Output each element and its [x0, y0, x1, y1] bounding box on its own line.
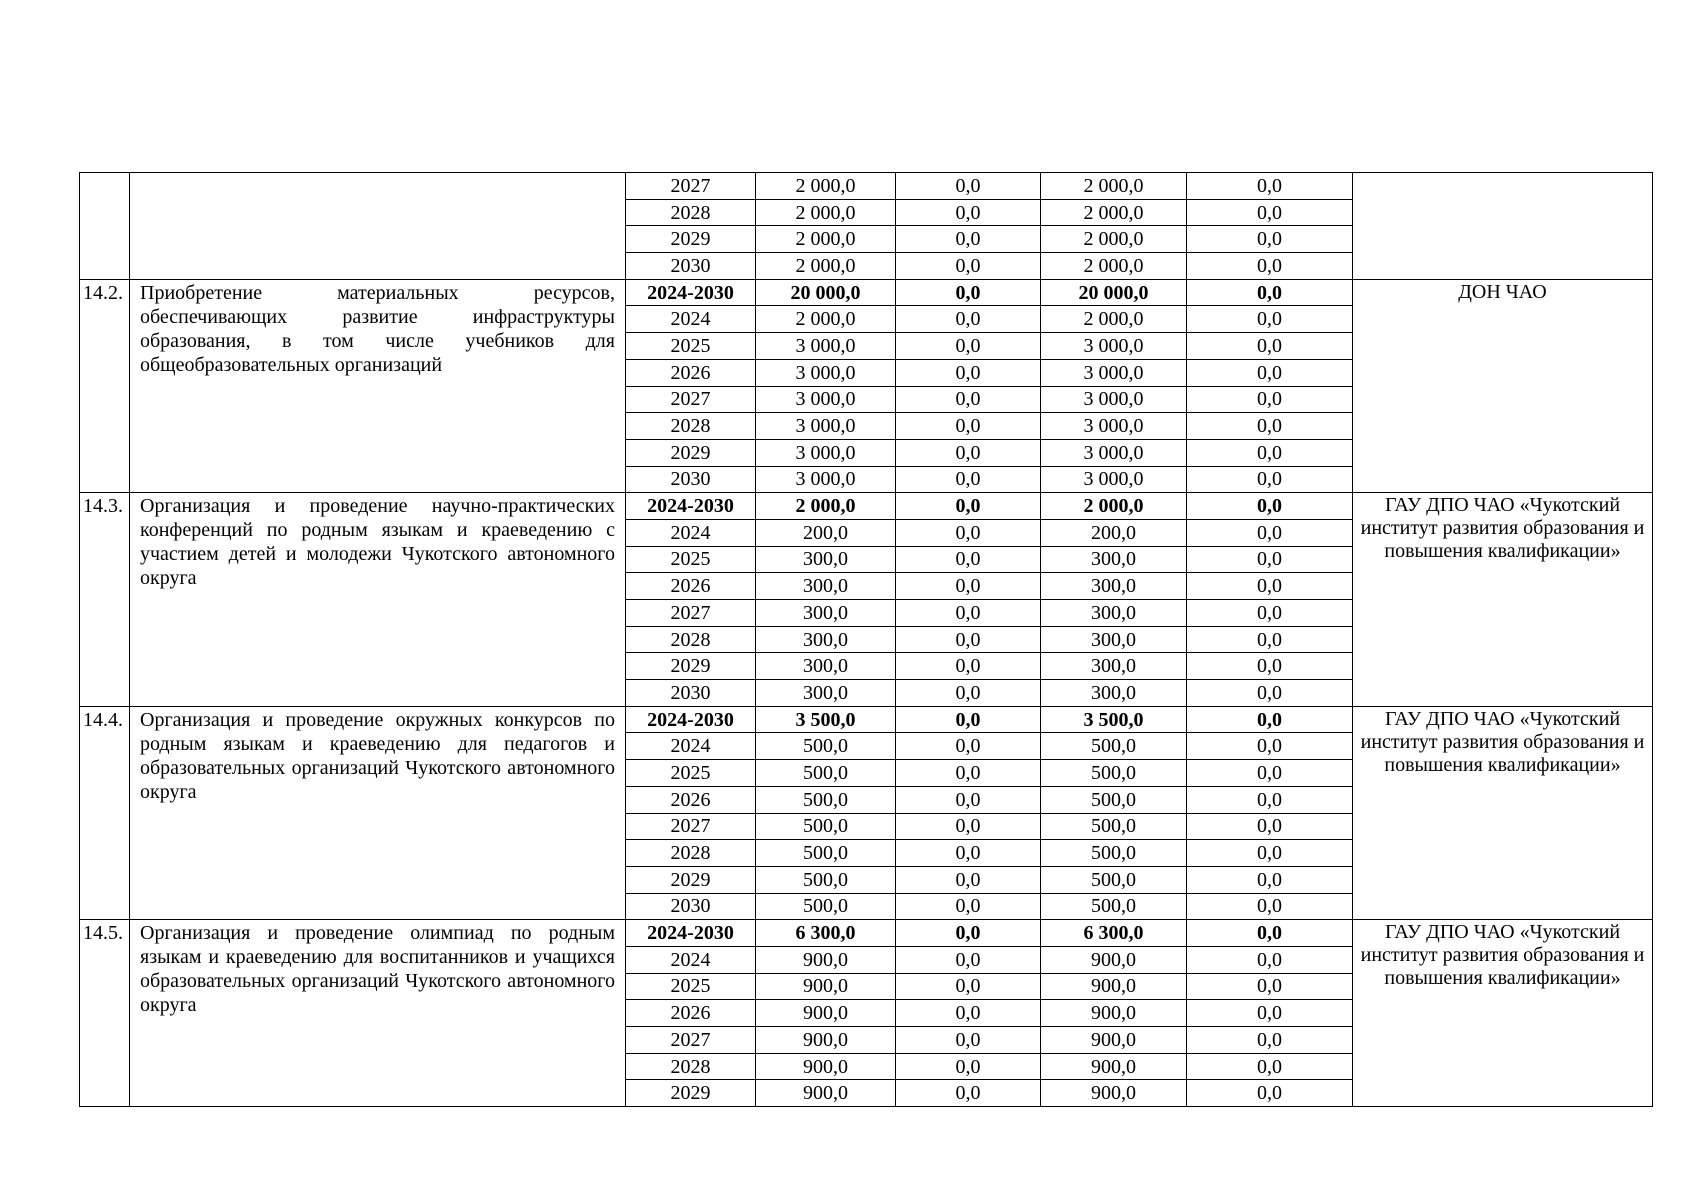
other-cell: 0,0: [1187, 626, 1353, 653]
item-description-cell: [130, 173, 626, 280]
other-cell: 0,0: [1187, 866, 1353, 893]
other-cell: 0,0: [1187, 333, 1353, 360]
federal-cell: 0,0: [896, 226, 1041, 253]
federal-cell: 0,0: [896, 1080, 1041, 1107]
responsible-cell: ГАУ ДПО ЧАО «Чукотский институт развития образования и повышения квалификации»: [1353, 920, 1653, 1107]
year-cell: 2027: [626, 386, 756, 413]
other-cell: 0,0: [1187, 199, 1353, 226]
year-cell: 2026: [626, 786, 756, 813]
year-cell: 2029: [626, 226, 756, 253]
regional-cell: 3 000,0: [1041, 386, 1187, 413]
other-cell: 0,0: [1187, 306, 1353, 333]
total-cell: 200,0: [756, 519, 896, 546]
year-cell: 2029: [626, 653, 756, 680]
regional-cell: 3 500,0: [1041, 706, 1187, 733]
regional-cell: 500,0: [1041, 893, 1187, 920]
other-cell: 0,0: [1187, 760, 1353, 787]
regional-cell: 3 000,0: [1041, 413, 1187, 440]
total-cell: 500,0: [756, 866, 896, 893]
other-cell: 0,0: [1187, 920, 1353, 947]
other-cell: 0,0: [1187, 680, 1353, 707]
year-cell: 2030: [626, 680, 756, 707]
total-cell: 500,0: [756, 733, 896, 760]
regional-cell: 20 000,0: [1041, 279, 1187, 306]
federal-cell: 0,0: [896, 1027, 1041, 1054]
item-description-cell: Приобретение материальных ресурсов, обеспечивающих развитие инфраструктуры образования, в том числе учебников для общеобразовательных организаций: [130, 279, 626, 493]
regional-cell: 3 000,0: [1041, 439, 1187, 466]
federal-cell: 0,0: [896, 1000, 1041, 1027]
year-cell: 2024: [626, 306, 756, 333]
total-cell: 300,0: [756, 546, 896, 573]
total-cell: 300,0: [756, 600, 896, 627]
other-cell: 0,0: [1187, 413, 1353, 440]
total-cell: 500,0: [756, 840, 896, 867]
year-cell: 2028: [626, 626, 756, 653]
year-cell: 2028: [626, 199, 756, 226]
federal-cell: 0,0: [896, 626, 1041, 653]
regional-cell: 2 000,0: [1041, 306, 1187, 333]
total-cell: 300,0: [756, 626, 896, 653]
other-cell: 0,0: [1187, 946, 1353, 973]
federal-cell: 0,0: [896, 253, 1041, 280]
regional-cell: 2 000,0: [1041, 173, 1187, 200]
federal-cell: 0,0: [896, 920, 1041, 947]
year-cell: 2030: [626, 466, 756, 493]
other-cell: 0,0: [1187, 733, 1353, 760]
regional-cell: 900,0: [1041, 973, 1187, 1000]
other-cell: 0,0: [1187, 439, 1353, 466]
regional-cell: 500,0: [1041, 733, 1187, 760]
responsible-cell: ДОН ЧАО: [1353, 279, 1653, 493]
total-cell: 3 000,0: [756, 359, 896, 386]
regional-cell: 300,0: [1041, 653, 1187, 680]
regional-cell: 200,0: [1041, 519, 1187, 546]
year-cell: 2027: [626, 600, 756, 627]
federal-cell: 0,0: [896, 893, 1041, 920]
regional-cell: 500,0: [1041, 840, 1187, 867]
federal-cell: 0,0: [896, 466, 1041, 493]
year-cell: 2028: [626, 840, 756, 867]
item-number-cell: 14.4.: [80, 706, 130, 920]
regional-cell: 500,0: [1041, 760, 1187, 787]
year-cell: 2025: [626, 973, 756, 1000]
other-cell: 0,0: [1187, 840, 1353, 867]
total-cell: 6 300,0: [756, 920, 896, 947]
year-cell: 2025: [626, 546, 756, 573]
total-cell: 3 000,0: [756, 413, 896, 440]
responsible-cell: [1353, 173, 1653, 280]
federal-cell: 0,0: [896, 813, 1041, 840]
year-cell: 2024-2030: [626, 706, 756, 733]
federal-cell: 0,0: [896, 493, 1041, 520]
federal-cell: 0,0: [896, 386, 1041, 413]
other-cell: 0,0: [1187, 253, 1353, 280]
regional-cell: 2 000,0: [1041, 226, 1187, 253]
year-cell: 2024-2030: [626, 493, 756, 520]
total-cell: 3 000,0: [756, 439, 896, 466]
federal-cell: 0,0: [896, 333, 1041, 360]
total-cell: 2 000,0: [756, 199, 896, 226]
federal-cell: 0,0: [896, 653, 1041, 680]
total-cell: 900,0: [756, 973, 896, 1000]
federal-cell: 0,0: [896, 786, 1041, 813]
federal-cell: 0,0: [896, 733, 1041, 760]
regional-cell: 2 000,0: [1041, 493, 1187, 520]
other-cell: 0,0: [1187, 466, 1353, 493]
regional-cell: 500,0: [1041, 786, 1187, 813]
total-cell: 3 000,0: [756, 333, 896, 360]
responsible-cell: ГАУ ДПО ЧАО «Чукотский институт развития образования и повышения квалификации»: [1353, 493, 1653, 707]
year-cell: 2030: [626, 893, 756, 920]
federal-cell: 0,0: [896, 199, 1041, 226]
year-cell: 2027: [626, 173, 756, 200]
year-cell: 2030: [626, 253, 756, 280]
other-cell: 0,0: [1187, 893, 1353, 920]
other-cell: 0,0: [1187, 1053, 1353, 1080]
year-cell: 2024-2030: [626, 279, 756, 306]
other-cell: 0,0: [1187, 546, 1353, 573]
year-cell: 2026: [626, 573, 756, 600]
regional-cell: 2 000,0: [1041, 253, 1187, 280]
year-cell: 2024: [626, 733, 756, 760]
year-cell: 2027: [626, 813, 756, 840]
year-cell: 2029: [626, 866, 756, 893]
total-cell: 20 000,0: [756, 279, 896, 306]
total-cell: 2 000,0: [756, 306, 896, 333]
federal-cell: 0,0: [896, 760, 1041, 787]
total-cell: 900,0: [756, 1053, 896, 1080]
table-row: [80, 706, 1653, 733]
item-description-cell: Организация и проведение окружных конкурсов по родным языкам и краеведению для педагогов и образовательных организаций Чукотского автономного округа: [130, 706, 626, 920]
federal-cell: 0,0: [896, 359, 1041, 386]
total-cell: 2 000,0: [756, 253, 896, 280]
other-cell: 0,0: [1187, 786, 1353, 813]
total-cell: 300,0: [756, 573, 896, 600]
year-cell: 2029: [626, 1080, 756, 1107]
regional-cell: 300,0: [1041, 626, 1187, 653]
regional-cell: 900,0: [1041, 946, 1187, 973]
other-cell: 0,0: [1187, 600, 1353, 627]
federal-cell: 0,0: [896, 439, 1041, 466]
federal-cell: 0,0: [896, 413, 1041, 440]
item-description-cell: Организация и проведение олимпиад по родным языкам и краеведению для воспитанников и учащихся образовательных организаций Чукотского автономного округа: [130, 920, 626, 1107]
item-number-cell: [80, 173, 130, 280]
other-cell: 0,0: [1187, 1080, 1353, 1107]
total-cell: 2 000,0: [756, 493, 896, 520]
year-cell: 2029: [626, 439, 756, 466]
federal-cell: 0,0: [896, 173, 1041, 200]
other-cell: 0,0: [1187, 706, 1353, 733]
other-cell: 0,0: [1187, 973, 1353, 1000]
regional-cell: 500,0: [1041, 866, 1187, 893]
total-cell: 3 500,0: [756, 706, 896, 733]
regional-cell: 900,0: [1041, 1053, 1187, 1080]
federal-cell: 0,0: [896, 680, 1041, 707]
other-cell: 0,0: [1187, 493, 1353, 520]
other-cell: 0,0: [1187, 173, 1353, 200]
regional-cell: 900,0: [1041, 1080, 1187, 1107]
year-cell: 2025: [626, 760, 756, 787]
total-cell: 900,0: [756, 946, 896, 973]
item-number-cell: 14.2.: [80, 279, 130, 493]
federal-cell: 0,0: [896, 519, 1041, 546]
item-description-cell: Организация и проведение научно-практических конференций по родным языкам и краеведению с участием детей и молодежи Чукотского автономного округа: [130, 493, 626, 707]
federal-cell: 0,0: [896, 706, 1041, 733]
regional-cell: 300,0: [1041, 546, 1187, 573]
table-row: [80, 279, 1653, 306]
federal-cell: 0,0: [896, 546, 1041, 573]
regional-cell: 2 000,0: [1041, 199, 1187, 226]
federal-cell: 0,0: [896, 973, 1041, 1000]
year-cell: 2025: [626, 333, 756, 360]
year-cell: 2024: [626, 946, 756, 973]
total-cell: 500,0: [756, 893, 896, 920]
regional-cell: 900,0: [1041, 1027, 1187, 1054]
other-cell: 0,0: [1187, 1027, 1353, 1054]
federal-cell: 0,0: [896, 866, 1041, 893]
table-row: [80, 920, 1653, 947]
year-cell: 2028: [626, 413, 756, 440]
federal-cell: 0,0: [896, 840, 1041, 867]
total-cell: 3 000,0: [756, 386, 896, 413]
table-row: [80, 493, 1653, 520]
year-cell: 2024-2030: [626, 920, 756, 947]
federal-cell: 0,0: [896, 1053, 1041, 1080]
total-cell: 500,0: [756, 760, 896, 787]
other-cell: 0,0: [1187, 226, 1353, 253]
federal-cell: 0,0: [896, 573, 1041, 600]
other-cell: 0,0: [1187, 359, 1353, 386]
total-cell: 2 000,0: [756, 173, 896, 200]
total-cell: 300,0: [756, 653, 896, 680]
federal-cell: 0,0: [896, 600, 1041, 627]
other-cell: 0,0: [1187, 519, 1353, 546]
year-cell: 2026: [626, 359, 756, 386]
regional-cell: 3 000,0: [1041, 359, 1187, 386]
other-cell: 0,0: [1187, 813, 1353, 840]
year-cell: 2028: [626, 1053, 756, 1080]
year-cell: 2026: [626, 1000, 756, 1027]
other-cell: 0,0: [1187, 653, 1353, 680]
regional-cell: 3 000,0: [1041, 466, 1187, 493]
total-cell: 900,0: [756, 1027, 896, 1054]
regional-cell: 3 000,0: [1041, 333, 1187, 360]
total-cell: 900,0: [756, 1080, 896, 1107]
year-cell: 2024: [626, 519, 756, 546]
funding-table: [79, 172, 1653, 1107]
regional-cell: 300,0: [1041, 680, 1187, 707]
total-cell: 300,0: [756, 680, 896, 707]
regional-cell: 6 300,0: [1041, 920, 1187, 947]
regional-cell: 300,0: [1041, 600, 1187, 627]
item-number-cell: 14.3.: [80, 493, 130, 707]
regional-cell: 500,0: [1041, 813, 1187, 840]
total-cell: 900,0: [756, 1000, 896, 1027]
other-cell: 0,0: [1187, 279, 1353, 306]
other-cell: 0,0: [1187, 573, 1353, 600]
total-cell: 2 000,0: [756, 226, 896, 253]
total-cell: 500,0: [756, 786, 896, 813]
item-number-cell: 14.5.: [80, 920, 130, 1107]
year-cell: 2027: [626, 1027, 756, 1054]
federal-cell: 0,0: [896, 946, 1041, 973]
other-cell: 0,0: [1187, 386, 1353, 413]
total-cell: 500,0: [756, 813, 896, 840]
other-cell: 0,0: [1187, 1000, 1353, 1027]
federal-cell: 0,0: [896, 279, 1041, 306]
federal-cell: 0,0: [896, 306, 1041, 333]
total-cell: 3 000,0: [756, 466, 896, 493]
regional-cell: 300,0: [1041, 573, 1187, 600]
responsible-cell: ГАУ ДПО ЧАО «Чукотский институт развития образования и повышения квалификации»: [1353, 706, 1653, 920]
table-row: [80, 173, 1653, 200]
regional-cell: 900,0: [1041, 1000, 1187, 1027]
